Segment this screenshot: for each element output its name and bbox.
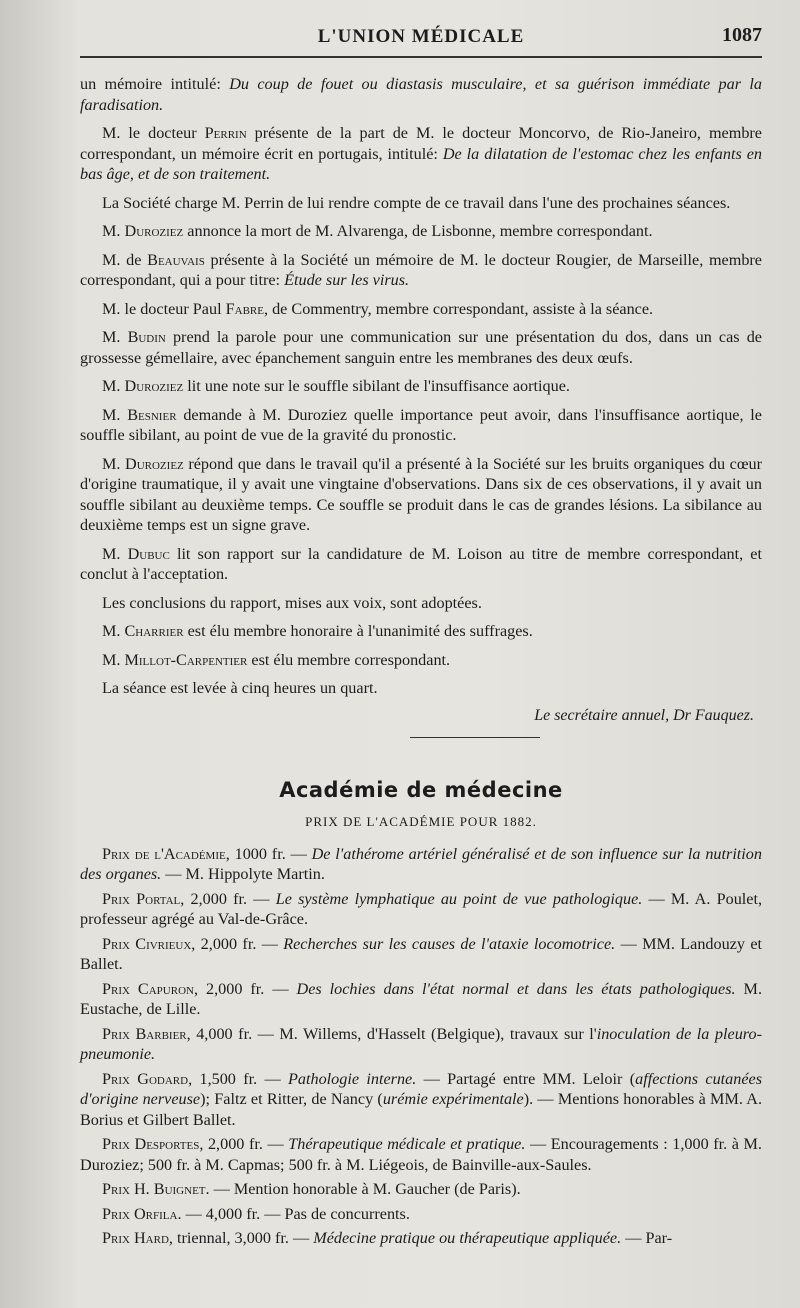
- paragraph: M. Duroziez lit une note sur le souffle sibilant de l'insuffisance aortique.: [102, 377, 570, 395]
- paragraph: M. le docteur Perrin présente de la part de M. le docteur Moncorvo, de Rio-Janeiro, membre correspondant, un mémoire écrit en portugais, intitulé: De la dilatation de l'estomac chez les enfants en bas âge, et de son traitement.: [80, 124, 762, 183]
- page-header: [80, 18, 762, 58]
- running-title: L'UNION MÉDICALE: [317, 26, 525, 47]
- paragraph: M. Dubuc lit son rapport sur la candidature de M. Loison au titre de membre correspondant, et conclut à l'acceptation.: [80, 544, 762, 583]
- prize-list: [80, 844, 762, 1249]
- person-name: Fabre: [225, 299, 264, 318]
- person-name: Duroziez: [124, 222, 184, 240]
- prize-entry: Prix Godard, 1,500 fr. — Pathologie interne. — Partagé entre MM. Leloir (affections cutanées d'origine nerveuse); Faltz et Ritter, de Nancy (urémie expérimentale). — Mentions honorables à MM. A. Borius et Gilbert Ballet.: [80, 1069, 763, 1129]
- paragraph: M. Budin prend la parole pour une communication sur une présentation du dos, dans un cas de grossesse gémellaire, avec épanchement sanguin entre les membranes des deux œufs.: [80, 328, 762, 367]
- person-name: Besnier: [127, 405, 177, 424]
- paragraph: La Société charge M. Perrin de lui rendre compte de ce travail dans l'une des prochaines séances.: [102, 193, 731, 212]
- prize-name: Prix Capuron: [102, 979, 194, 998]
- prize-name: Prix Desportes: [102, 1135, 200, 1153]
- paragraph: M. Besnier demande à M. Duroziez quelle importance peut avoir, dans l'insuffisance aortique, le souffle sibilant, au point de vue de la gravité du pronostic.: [80, 405, 762, 444]
- paragraph: M. Duroziez répond que dans le travail qu'il a présenté à la Société sur les bruits organiques du cœur d'origine traumatique, il y avait une vingtaine d'observations. Dans six de ces observations, il y avait un souffle sibilant au deuxième temps. Ce souffle se produit dans le cas de grandes lésions. La sibilance au deuxième temps est un signe grave.: [80, 454, 762, 534]
- prize-name: Prix Godard: [102, 1069, 189, 1088]
- section-title: Académie de médecine: [279, 777, 563, 802]
- person-name: Perrin: [204, 124, 247, 142]
- signature: Le secrétaire annuel, Dr Fauquez.: [534, 706, 754, 724]
- paragraph: M. Millot-Carpentier est élu membre correspondant.: [102, 650, 451, 669]
- person-name: Beauvais: [147, 250, 205, 269]
- prize-name: Prix Orfila: [102, 1204, 178, 1223]
- paragraph: M. de Beauvais présente à la Société un mémoire de M. le docteur Rougier, de Marseille, membre correspondant, qui a pour titre: Étude sur les virus.: [80, 250, 762, 289]
- prize-entry: Prix H. Buignet. — Mention honorable à M. Gaucher (de Paris).: [102, 1180, 521, 1198]
- person-name: Duroziez: [124, 377, 184, 395]
- page-number: 1087: [722, 24, 762, 46]
- prize-name: Prix Portal: [102, 889, 181, 908]
- prize-name: Prix de l'Académie: [102, 844, 226, 863]
- prize-entry: Prix Desportes, 2,000 fr. — Thérapeutique médicale et pratique. — Encouragements : 1,000 fr. à M. Duroziez; 500 fr. à M. Capmas; 500 fr. à M. Liégeois, de Bainville-aux-Saules.: [80, 1135, 762, 1174]
- prize-name: Prix Hard: [102, 1229, 169, 1247]
- section-subtitle: PRIX DE L'ACADÉMIE POUR 1882.: [305, 813, 537, 829]
- paragraph: un mémoire intitulé: Du coup de fouet ou diastasis musculaire, et sa guérison immédiate par la faradisation.: [80, 75, 762, 114]
- paragraph: M. le docteur Paul Fabre, de Commentry, membre correspondant, assiste à la séance.: [102, 299, 654, 318]
- prize-entry: Prix Hard, triennal, 3,000 fr. — Médecine pratique ou thérapeutique appliquée. — Par-: [102, 1229, 673, 1247]
- person-name: Budin: [127, 328, 166, 346]
- minutes-body: [80, 74, 762, 725]
- prize-name: Prix Barbier: [102, 1024, 187, 1043]
- paragraph: Les conclusions du rapport, mises aux voix, sont adoptées.: [102, 593, 482, 612]
- prize-entry: Prix de l'Académie, 1000 fr. — De l'athérome artériel généralisé et de son influence sur la nutrition des organes. — M. Hippolyte Martin.: [80, 844, 762, 883]
- prize-entry: Prix Portal, 2,000 fr. — Le système lymphatique au point de vue pathologique. — M. A. Poulet, professeur agrégé au Val-de-Grâce.: [80, 889, 763, 928]
- person-name: Duroziez: [125, 454, 184, 473]
- person-name: Charrier: [124, 622, 184, 640]
- prize-name: Prix Civrieux: [102, 934, 192, 953]
- person-name: Dubuc: [127, 544, 170, 563]
- separator-rule: [410, 737, 540, 738]
- paragraph: M. Charrier est élu membre honoraire à l'unanimité des suffrages.: [102, 622, 533, 640]
- prize-entry: Prix Capuron, 2,000 fr. — Des lochies dans l'état normal et dans les états pathologiques. M. Eustache, de Lille.: [80, 979, 762, 1018]
- prize-entry: Prix Orfila. — 4,000 fr. — Pas de concurrents.: [102, 1204, 410, 1223]
- prize-entry: Prix Barbier, 4,000 fr. — M. Willems, d'Hasselt (Belgique), travaux sur l'inoculation de la pleuro-pneumonie.: [80, 1024, 762, 1063]
- paragraph: La séance est levée à cinq heures un quart.: [102, 679, 378, 697]
- prize-name: Prix H. Buignet: [102, 1180, 206, 1198]
- paragraph: M. Duroziez annonce la mort de M. Alvarenga, de Lisbonne, membre correspondant.: [102, 222, 653, 240]
- prize-entry: Prix Civrieux, 2,000 fr. — Recherches sur les causes de l'ataxie locomotrice. — MM. Landouzy et Ballet.: [80, 934, 763, 973]
- person-name: Millot-Carpentier: [124, 650, 248, 669]
